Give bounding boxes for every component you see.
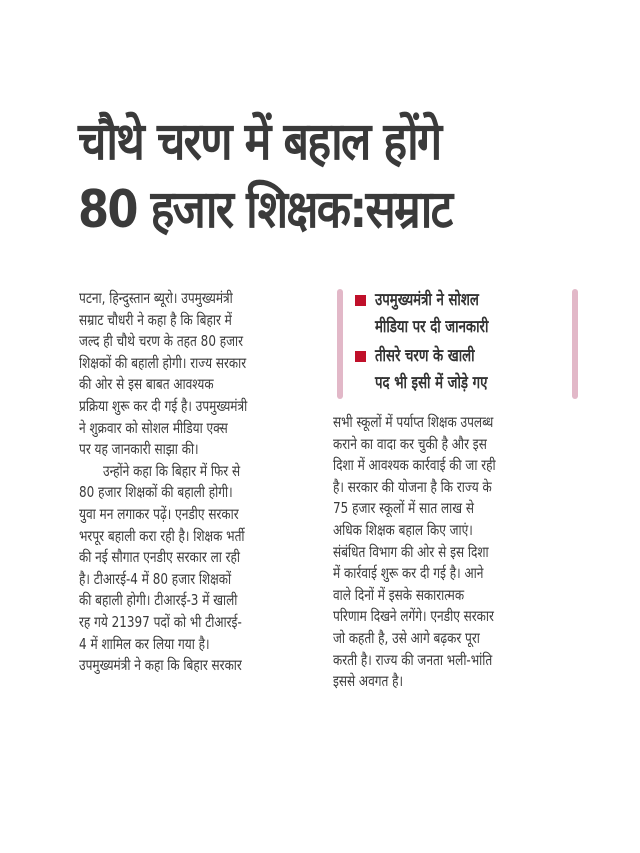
body-line: 80 हजार शिक्षकों की बहाली होगी। [79,483,233,502]
body-line: शिक्षकों की बहाली होगी। राज्य सरकार [79,353,247,372]
body-line: जल्द ही चौथे चरण के तहत 80 हजार [79,332,244,351]
body-line: 75 हजार स्कूलों में सात लाख से [333,499,474,518]
body-line: पटना, हिन्दुस्तान ब्यूरो। उपमुख्यमंत्री [79,289,233,307]
highlight-line: मीडिया पर दी जानकारी [375,317,489,337]
body-line: परिणाम दिखने लगेंगे। एनडीए सरकार [333,607,494,626]
paragraph-start-line: उन्होंने कहा कि बिहार में फिर से [103,461,241,480]
body-line: की नई सौगात एनडीए सरकार ला रही [79,548,241,567]
body-line: सभी स्कूलों में पर्याप्त शिक्षक उपलब्ध [333,413,494,431]
highlight-text [375,287,520,341]
body-line: वाले दिनों में इसके सकारात्मक [333,585,465,604]
body-line: दिशा में आवश्यक कार्रवाई की जा रही [333,456,496,475]
body-line: जो कहती है, उसे आगे बढ़कर पूरा [333,628,480,647]
body-line: में कार्रवाई शुरू कर दी गई है। आने [333,564,484,583]
body-line: इससे अवगत है। [333,672,404,691]
highlight-line: पद भी इसी में जोड़े गए [375,373,488,393]
body-line: की बहाली होगी। टीआरई-3 में खाली [79,591,238,610]
bracket-left-decoration [337,289,343,399]
bracket-right-decoration [572,289,578,399]
highlight-text [375,343,519,397]
body-line: संबंधित विभाग की ओर से इस दिशा [333,542,489,561]
body-line: पर यह जानकारी साझा की। [79,440,199,459]
body-line: है। टीआरई-4 में 80 हजार शिक्षकों [79,569,232,588]
headline [78,108,568,244]
article-column-left [79,288,332,677]
body-line: कराने का वादा कर चुकी है और इस [333,434,487,453]
body-line: सम्राट चौधरी ने कहा है कि बिहार में [79,310,232,329]
body-line: प्रक्रिया शुरू कर दी गई है। उपमुख्यमंत्री [79,396,248,415]
body-line: भरपूर बहाली करा रही है। शिक्षक भर्ती [79,526,245,545]
square-bullet-icon [355,351,366,362]
body-line: युवा मन लगाकर पढ़ें। एनडीए सरकार [79,504,239,523]
highlight-line: तीसरे चरण के खाली [375,346,475,366]
body-line: ने शुक्रवार को सोशल मीडिया एक्स [79,418,228,437]
square-bullet-icon [355,295,366,306]
body-line: 4 में शामिल कर लिया गया है। [79,634,210,653]
body-line: अधिक शिक्षक बहाल किए जाएं। [333,520,473,539]
body-line: की ओर से इस बाबत आवश्यक [79,375,214,394]
body-line: उपमुख्यमंत्री ने कहा कि बिहार सरकार [79,656,242,675]
headline-line-1: चौथे चरण में बहाल होंगे [78,112,441,172]
highlights-box [335,285,580,403]
body-line: रह गये 21397 पदों को भी टीआरई- [79,612,242,631]
highlight-line: उपमुख्यमंत्री ने सोशल [375,290,479,310]
body-line: है। सरकार की योजना है कि राज्य के [333,477,492,496]
article-column-right [333,412,586,693]
body-line: करती है। राज्य की जनता भली-भांति [333,650,493,669]
headline-line-2: 80 हजार शिक्षक:सम्राट [78,180,452,240]
